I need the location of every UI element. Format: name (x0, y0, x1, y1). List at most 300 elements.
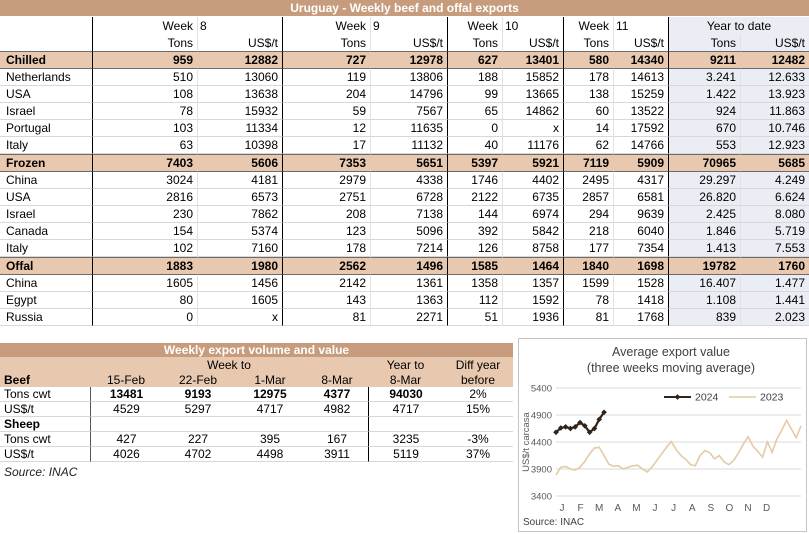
value-cell: 208 (282, 206, 370, 223)
diff-year-header: Diff year (443, 357, 513, 372)
value-cell: -3% (443, 432, 513, 447)
value-cell: 5119 (368, 447, 443, 462)
corner-cell (0, 34, 92, 51)
value-cell: 15852 (502, 69, 563, 86)
legend-2024-label: 2024 (695, 391, 719, 404)
value-cell: 1.477 (740, 275, 809, 292)
value-cell: 15% (443, 402, 513, 417)
value-cell (234, 417, 306, 432)
value-cell: 12882 (197, 51, 282, 69)
value-cell: 178 (282, 240, 370, 257)
value-cell: 924 (668, 103, 740, 120)
week-8-number: 8 (197, 17, 282, 34)
value-cell: 9639 (613, 206, 668, 223)
value-cell: 1528 (613, 275, 668, 292)
value-cell (443, 417, 513, 432)
usd-header: US$/t (197, 34, 282, 51)
value-cell: 78 (92, 103, 197, 120)
value-cell: 17592 (613, 120, 668, 137)
value-cell: 14 (563, 120, 613, 137)
country-row (0, 137, 809, 154)
value-cell: 9211 (668, 51, 740, 69)
value-cell: 10398 (197, 137, 282, 154)
row-label: USA (0, 189, 92, 206)
value-cell: 17 (282, 137, 370, 154)
value-cell: 1456 (197, 275, 282, 292)
value-cell: 78 (563, 292, 613, 309)
diff-before: before (443, 372, 513, 387)
value-cell: 1.846 (668, 223, 740, 240)
usd-header: US$/t (613, 34, 668, 51)
country-row (0, 86, 809, 103)
row-label: Tons cwt (0, 387, 90, 402)
value-cell: 6040 (613, 223, 668, 240)
year-to-header: Year to (368, 357, 443, 372)
weekly-data-row (0, 447, 513, 462)
value-cell: 51 (447, 309, 502, 326)
value-cell: 1883 (92, 257, 197, 275)
country-row (0, 172, 809, 189)
value-cell: 1746 (447, 172, 502, 189)
value-cell: 7353 (282, 154, 370, 172)
y-tick-label: 4400 (530, 437, 552, 449)
country-row (0, 206, 809, 223)
value-cell: 1418 (613, 292, 668, 309)
value-cell: 6573 (197, 189, 282, 206)
value-cell: 7403 (92, 154, 197, 172)
value-cell: 123 (282, 223, 370, 240)
chart-source: Source: INAC (523, 517, 585, 528)
value-cell: 94030 (368, 387, 443, 402)
value-cell: 3911 (306, 447, 368, 462)
value-cell: 188 (447, 69, 502, 86)
value-cell: 5374 (197, 223, 282, 240)
value-cell: 65 (447, 103, 502, 120)
value-cell: 204 (282, 86, 370, 103)
x-tick-label: A (688, 503, 696, 514)
week-header-row (0, 17, 809, 34)
value-cell: 13638 (197, 86, 282, 103)
row-label: Russia (0, 309, 92, 326)
value-cell: 5.719 (740, 223, 809, 240)
week-10-header: Week (447, 17, 502, 34)
tons-header: Tons (563, 34, 613, 51)
week-10-number: 10 (502, 17, 563, 34)
x-tick-label: A (614, 503, 622, 514)
value-cell: 395 (234, 432, 306, 447)
value-cell: 2857 (563, 189, 613, 206)
value-cell: 670 (668, 120, 740, 137)
value-cell: 1592 (502, 292, 563, 309)
row-label: Israel (0, 206, 92, 223)
chart-subtitle: (three weeks moving average) (586, 361, 756, 375)
main-export-table (0, 17, 809, 326)
value-cell: 60 (563, 103, 613, 120)
country-row (0, 309, 809, 326)
value-cell: 15259 (613, 86, 668, 103)
value-cell: 13.923 (740, 86, 809, 103)
value-cell: 1698 (613, 257, 668, 275)
row-label: US$/t (0, 447, 90, 462)
value-cell: 14340 (613, 51, 668, 69)
value-cell (306, 417, 368, 432)
value-cell: 1605 (92, 275, 197, 292)
row-label: Israel (0, 103, 92, 120)
tons-header: Tons (92, 34, 197, 51)
value-cell: 2562 (282, 257, 370, 275)
value-cell: 4.249 (740, 172, 809, 189)
value-cell: 2.023 (740, 309, 809, 326)
usd-header: US$/t (502, 34, 563, 51)
value-cell: 0 (447, 120, 502, 137)
value-cell: 510 (92, 69, 197, 86)
value-cell: 4717 (234, 402, 306, 417)
value-cell: 13806 (370, 69, 447, 86)
value-cell: 294 (563, 206, 613, 223)
value-cell: 11132 (370, 137, 447, 154)
value-cell: 7862 (197, 206, 282, 223)
value-cell: 1496 (370, 257, 447, 275)
value-cell: 4702 (162, 447, 234, 462)
value-cell: x (502, 120, 563, 137)
value-cell: 177 (563, 240, 613, 257)
value-cell: 727 (282, 51, 370, 69)
value-cell: 839 (668, 309, 740, 326)
row-label: USA (0, 86, 92, 103)
week-8-header: Week (92, 17, 197, 34)
value-cell: 1358 (447, 275, 502, 292)
row-label: Tons cwt (0, 432, 90, 447)
value-cell: 62 (563, 137, 613, 154)
value-cell: 144 (447, 206, 502, 223)
value-cell: 14766 (613, 137, 668, 154)
section-row (0, 154, 809, 172)
value-cell: 3.241 (668, 69, 740, 86)
value-cell: 12978 (370, 51, 447, 69)
legend-2023-label: 2023 (760, 391, 784, 404)
value-cell: 11.863 (740, 103, 809, 120)
value-cell: 14613 (613, 69, 668, 86)
value-cell: 6735 (502, 189, 563, 206)
row-label: Egypt (0, 292, 92, 309)
value-cell: 10.746 (740, 120, 809, 137)
value-cell: 14862 (502, 103, 563, 120)
value-cell: 0 (92, 309, 197, 326)
weekly-header-row-1 (0, 357, 513, 372)
weekly-data-row (0, 432, 513, 447)
value-cell: 4377 (306, 387, 368, 402)
value-cell: 1936 (502, 309, 563, 326)
weekly-volume-table (0, 357, 513, 462)
x-tick-label: O (725, 503, 734, 514)
value-cell: 580 (563, 51, 613, 69)
row-label: China (0, 172, 92, 189)
value-cell: 80 (92, 292, 197, 309)
country-row (0, 69, 809, 86)
value-cell: 7567 (370, 103, 447, 120)
x-tick-label: F (577, 503, 584, 514)
x-tick-label: J (652, 503, 658, 514)
value-cell: 59 (282, 103, 370, 120)
value-cell: 13060 (197, 69, 282, 86)
value-cell: 5297 (162, 402, 234, 417)
corner-cell (0, 357, 90, 372)
value-cell: 1464 (502, 257, 563, 275)
value-cell: 1980 (197, 257, 282, 275)
value-cell: 1361 (370, 275, 447, 292)
value-cell: 12975 (234, 387, 306, 402)
value-cell: 119 (282, 69, 370, 86)
value-cell: 37% (443, 447, 513, 462)
value-cell: 5096 (370, 223, 447, 240)
value-cell: 138 (563, 86, 613, 103)
export-value-chart-panel (518, 338, 807, 532)
value-cell: 112 (447, 292, 502, 309)
row-label: Netherlands (0, 69, 92, 86)
value-cell: 8.080 (740, 206, 809, 223)
row-label: Italy (0, 240, 92, 257)
value-cell: 12.633 (740, 69, 809, 86)
value-cell: 1840 (563, 257, 613, 275)
value-cell: 81 (563, 309, 613, 326)
value-cell: 2.425 (668, 206, 740, 223)
value-cell: 13665 (502, 86, 563, 103)
x-tick-label: M (595, 503, 604, 514)
week-11-header: Week (563, 17, 613, 34)
value-cell: 103 (92, 120, 197, 137)
value-cell: 2979 (282, 172, 370, 189)
value-cell: 5909 (613, 154, 668, 172)
value-cell: 4402 (502, 172, 563, 189)
row-label: China (0, 275, 92, 292)
value-cell: 627 (447, 51, 502, 69)
row-label: Offal (0, 257, 92, 275)
value-cell: 11334 (197, 120, 282, 137)
value-cell: 2122 (447, 189, 502, 206)
value-cell: 2142 (282, 275, 370, 292)
legend-2024-marker (675, 394, 681, 400)
x-tick-label: D (762, 503, 771, 514)
value-cell: 4026 (90, 447, 162, 462)
value-cell: 4338 (370, 172, 447, 189)
y-tick-label: 3400 (530, 491, 552, 503)
value-cell: 13401 (502, 51, 563, 69)
value-cell: 4181 (197, 172, 282, 189)
week-9-number: 9 (370, 17, 447, 34)
row-label: Portugal (0, 120, 92, 137)
value-cell: 7160 (197, 240, 282, 257)
weekly-volume-block (0, 343, 513, 479)
value-cell: 6974 (502, 206, 563, 223)
value-cell: 6581 (613, 189, 668, 206)
date-header: 22-Feb (162, 372, 234, 387)
country-row (0, 240, 809, 257)
value-cell: 26.820 (668, 189, 740, 206)
country-row (0, 120, 809, 137)
x-tick-label: N (744, 503, 752, 514)
value-cell: 5397 (447, 154, 502, 172)
value-cell: 392 (447, 223, 502, 240)
value-cell: 1.441 (740, 292, 809, 309)
value-cell: 427 (90, 432, 162, 447)
value-cell: 14796 (370, 86, 447, 103)
value-cell: 4498 (234, 447, 306, 462)
sheep-section-row (0, 417, 513, 432)
value-cell: 1605 (197, 292, 282, 309)
country-row (0, 275, 809, 292)
value-cell: 4317 (613, 172, 668, 189)
value-cell: 4529 (90, 402, 162, 417)
weekly-data-row (0, 402, 513, 417)
value-cell: 6.624 (740, 189, 809, 206)
value-cell: 230 (92, 206, 197, 223)
y-tick-label: 3900 (530, 464, 552, 476)
row-label: Canada (0, 223, 92, 240)
row-label: Chilled (0, 51, 92, 69)
value-cell: 6728 (370, 189, 447, 206)
value-cell: 2271 (370, 309, 447, 326)
value-cell: 1585 (447, 257, 502, 275)
x-tick-label: J (671, 503, 677, 514)
year-to-date: 8-Mar (368, 372, 443, 387)
value-cell: 29.297 (668, 172, 740, 189)
value-cell: 4717 (368, 402, 443, 417)
value-cell: 3235 (368, 432, 443, 447)
value-cell: 12 (282, 120, 370, 137)
value-cell: 12482 (740, 51, 809, 69)
value-cell (90, 417, 162, 432)
value-cell: x (197, 309, 282, 326)
value-cell: 63 (92, 137, 197, 154)
value-cell: 16.407 (668, 275, 740, 292)
value-cell: 1760 (740, 257, 809, 275)
value-cell: 5842 (502, 223, 563, 240)
value-cell: 102 (92, 240, 197, 257)
x-tick-label: J (559, 503, 565, 514)
value-cell: 12.923 (740, 137, 809, 154)
value-cell: 7.553 (740, 240, 809, 257)
country-row (0, 223, 809, 240)
value-cell: 2% (443, 387, 513, 402)
date-header: 15-Feb (90, 372, 162, 387)
beef-section-label: Beef (0, 372, 90, 387)
country-row (0, 189, 809, 206)
value-cell: 13522 (613, 103, 668, 120)
value-cell (162, 417, 234, 432)
value-cell: 1.413 (668, 240, 740, 257)
value-cell: 7354 (613, 240, 668, 257)
value-cell: 154 (92, 223, 197, 240)
row-label: Italy (0, 137, 92, 154)
value-cell: 7214 (370, 240, 447, 257)
value-cell: 143 (282, 292, 370, 309)
x-tick-label: M (632, 503, 641, 514)
value-cell: 4982 (306, 402, 368, 417)
value-cell: 3024 (92, 172, 197, 189)
tons-header: Tons (282, 34, 370, 51)
tons-header: Tons (447, 34, 502, 51)
value-cell: 11176 (502, 137, 563, 154)
value-cell: 5685 (740, 154, 809, 172)
value-cell: 9193 (162, 387, 234, 402)
value-cell: 5921 (502, 154, 563, 172)
value-cell: 70965 (668, 154, 740, 172)
corner-cell (0, 17, 92, 34)
value-cell: 178 (563, 69, 613, 86)
value-cell: 13481 (90, 387, 162, 402)
country-row (0, 292, 809, 309)
y-axis-label: US$/t carcasa (521, 412, 532, 472)
table-source: Source: INAC (4, 465, 78, 479)
main-table-body (0, 51, 809, 326)
value-cell: 2495 (563, 172, 613, 189)
value-cell: 1.422 (668, 86, 740, 103)
row-label: Sheep (0, 417, 90, 432)
usd-header: US$/t (740, 34, 809, 51)
weekly-table-title: Weekly export volume and value (0, 343, 513, 357)
value-cell: 19782 (668, 257, 740, 275)
weekly-data-row (0, 387, 513, 402)
value-cell: 553 (668, 137, 740, 154)
value-cell: 108 (92, 86, 197, 103)
value-cell: 99 (447, 86, 502, 103)
value-cell: 167 (306, 432, 368, 447)
value-cell: 1363 (370, 292, 447, 309)
value-cell: 2751 (282, 189, 370, 206)
y-tick-label: 4900 (530, 410, 552, 422)
section-row (0, 257, 809, 275)
date-header: 8-Mar (306, 372, 368, 387)
value-cell: 5606 (197, 154, 282, 172)
row-label: US$/t (0, 402, 90, 417)
tons-header: Tons (668, 34, 740, 51)
value-cell: 1768 (613, 309, 668, 326)
value-cell: 227 (162, 432, 234, 447)
usd-header: US$/t (370, 34, 447, 51)
value-cell: 218 (563, 223, 613, 240)
y-tick-label: 5400 (530, 383, 552, 395)
unit-header-row (0, 34, 809, 51)
value-cell: 11635 (370, 120, 447, 137)
section-row (0, 51, 809, 69)
weekly-header-row-2 (0, 372, 513, 387)
chart-title: Average export value (612, 345, 730, 359)
main-table-title: Uruguay - Weekly beef and offal exports (0, 0, 809, 16)
country-row (0, 103, 809, 120)
value-cell: 1.108 (668, 292, 740, 309)
value-cell: 7138 (370, 206, 447, 223)
value-cell: 959 (92, 51, 197, 69)
value-cell: 40 (447, 137, 502, 154)
value-cell: 81 (282, 309, 370, 326)
value-cell: 7119 (563, 154, 613, 172)
row-label: Frozen (0, 154, 92, 172)
week-to-header: Week to (90, 357, 368, 372)
export-value-chart (519, 339, 806, 531)
value-cell: 126 (447, 240, 502, 257)
value-cell: 8758 (502, 240, 563, 257)
value-cell: 2816 (92, 189, 197, 206)
value-cell: 15932 (197, 103, 282, 120)
date-header: 1-Mar (234, 372, 306, 387)
x-tick-label: S (707, 503, 715, 514)
week-9-header: Week (282, 17, 370, 34)
data-point-marker (568, 426, 574, 432)
data-point-marker (563, 424, 569, 430)
weekly-table-body (0, 387, 513, 462)
value-cell: 5651 (370, 154, 447, 172)
week-11-number: 11 (613, 17, 668, 34)
